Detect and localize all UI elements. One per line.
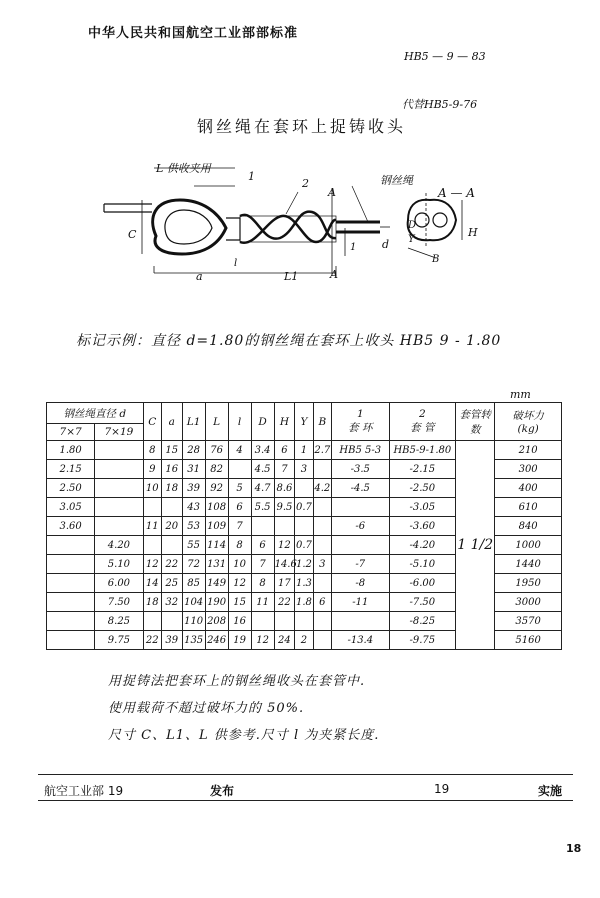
header-l: l (228, 403, 251, 441)
diagram-label-a: a (196, 270, 203, 283)
footer-issued: 发布 (210, 784, 235, 798)
cell-a: 18 (161, 479, 182, 498)
cell-l1: 55 (182, 536, 205, 555)
footer-divider-top (38, 774, 573, 775)
cell-load: 210 (495, 441, 562, 460)
cell-H: 17 (274, 574, 295, 593)
cell-B (313, 536, 331, 555)
cell-d719 (95, 517, 143, 536)
header-load: 破坏力 (kg) (495, 403, 562, 441)
diagram-label-wire-rope: 钢丝绳 (380, 174, 413, 187)
cell-L: 131 (205, 555, 228, 574)
diagram-label-d: d (382, 238, 390, 251)
header-H: H (274, 403, 295, 441)
cell-d77: 2.50 (47, 479, 95, 498)
cell-L: 246 (205, 631, 228, 650)
cell-load: 5160 (495, 631, 562, 650)
cell-l: 12 (228, 574, 251, 593)
cell-thimble: -3.5 (332, 460, 389, 479)
cell-l1: 28 (182, 441, 205, 460)
cell-tube: -5.10 (389, 555, 456, 574)
cell-tube: -3.60 (389, 517, 456, 536)
cell-a: 25 (161, 574, 182, 593)
cell-B (313, 631, 331, 650)
header-B: B (313, 403, 331, 441)
cell-B (313, 574, 331, 593)
cell-tube: -6.00 (389, 574, 456, 593)
diagram-label-d-big: D (408, 220, 417, 231)
cell-B (313, 498, 331, 517)
diagram-label-l-note: L 供收夹用 (156, 162, 211, 175)
marking-example: 标记示例：直径 d=1.80的钢丝绳在套环上收头 HB5 9 - 1.80 (76, 333, 502, 349)
cell-a: 15 (161, 441, 182, 460)
cell-d77 (47, 631, 95, 650)
table-row (47, 441, 562, 460)
standard-code: HB5 — 9 — 83 (404, 50, 486, 63)
cell-Y: 3 (295, 460, 313, 479)
cell-L: 82 (205, 460, 228, 479)
cell-Y (295, 479, 313, 498)
cell-a: 16 (161, 460, 182, 479)
spec-table (46, 402, 562, 650)
cell-H: 6 (274, 441, 295, 460)
cell-L: 108 (205, 498, 228, 517)
cell-d719 (95, 479, 143, 498)
cell-d719: 9.75 (95, 631, 143, 650)
cell-D: 4.7 (251, 479, 274, 498)
cell-a (161, 536, 182, 555)
cell-H: 7 (274, 460, 295, 479)
cell-D: 11 (251, 593, 274, 612)
cell-D (251, 517, 274, 536)
header-7x19: 7×19 (95, 424, 143, 441)
header-l1: L1 (182, 403, 205, 441)
cell-a: 32 (161, 593, 182, 612)
cell-B: 2.7 (313, 441, 331, 460)
cell-load: 840 (495, 517, 562, 536)
cell-l1: 110 (182, 612, 205, 631)
cell-l: 4 (228, 441, 251, 460)
cell-d77 (47, 555, 95, 574)
cell-l1: 53 (182, 517, 205, 536)
cell-load: 300 (495, 460, 562, 479)
cell-L: 114 (205, 536, 228, 555)
cell-Y: 2 (295, 631, 313, 650)
cell-d719: 5.10 (95, 555, 143, 574)
footer-divider-bottom (38, 800, 573, 801)
cell-c: 10 (143, 479, 161, 498)
cell-L: 92 (205, 479, 228, 498)
cell-c: 9 (143, 460, 161, 479)
cell-l1: 43 (182, 498, 205, 517)
cell-d77: 3.60 (47, 517, 95, 536)
cell-d77: 3.05 (47, 498, 95, 517)
cell-D (251, 612, 274, 631)
cell-B (313, 460, 331, 479)
cell-thimble (332, 498, 389, 517)
cell-a: 39 (161, 631, 182, 650)
cell-c (143, 536, 161, 555)
cell-Y (295, 517, 313, 536)
header-c: C (143, 403, 161, 441)
diagram-label-h: H (468, 226, 478, 239)
cell-B (313, 612, 331, 631)
cell-thimble: -6 (332, 517, 389, 536)
cell-tube: -3.05 (389, 498, 456, 517)
cell-load: 3570 (495, 612, 562, 631)
diagram-label-l: l (234, 258, 238, 269)
footer-issuer: 航空工业部 19 (44, 784, 124, 798)
header-Y: Y (295, 403, 313, 441)
cell-d719: 8.25 (95, 612, 143, 631)
diagram-label-1: 1 (350, 242, 357, 253)
cell-L: 76 (205, 441, 228, 460)
cell-l1: 39 (182, 479, 205, 498)
header-a: a (161, 403, 182, 441)
cell-tube: HB5-9-1.80 (389, 441, 456, 460)
cell-d719 (95, 460, 143, 479)
cell-Y: 0.7 (295, 536, 313, 555)
header-thimble: 1 套 环 (332, 403, 389, 441)
cell-H: 22 (274, 593, 295, 612)
cell-c: 22 (143, 631, 161, 650)
cell-tube: -4.20 (389, 536, 456, 555)
footer-effective: 实施 (538, 784, 563, 798)
cell-l: 6 (228, 498, 251, 517)
cell-d719 (95, 498, 143, 517)
cell-d719: 7.50 (95, 593, 143, 612)
cell-a (161, 498, 182, 517)
cell-L: 109 (205, 517, 228, 536)
cell-l: 16 (228, 612, 251, 631)
cell-c (143, 498, 161, 517)
cell-c: 12 (143, 555, 161, 574)
cell-d77: 2.15 (47, 460, 95, 479)
page-title: 钢丝绳在套环上捉铸收头 (197, 117, 407, 136)
cell-B: 4.2 (313, 479, 331, 498)
cell-Y: 1.2 (295, 555, 313, 574)
cell-d719: 4.20 (95, 536, 143, 555)
cell-d77 (47, 574, 95, 593)
cell-l1: 72 (182, 555, 205, 574)
cell-tube: -2.15 (389, 460, 456, 479)
cell-turns: 1 1/2 (456, 441, 495, 650)
unit-label: mm (510, 388, 531, 401)
cell-H: 8.6 (274, 479, 295, 498)
cell-B: 3 (313, 555, 331, 574)
cell-D: 4.5 (251, 460, 274, 479)
cell-load: 1000 (495, 536, 562, 555)
header-7x7: 7×7 (47, 424, 95, 441)
cell-thimble: -11 (332, 593, 389, 612)
cell-d77 (47, 612, 95, 631)
cell-D: 5.5 (251, 498, 274, 517)
cell-tube: -9.75 (389, 631, 456, 650)
cell-thimble: -4.5 (332, 479, 389, 498)
cell-l: 7 (228, 517, 251, 536)
diagram-label-section-a: A (328, 186, 336, 199)
page-number: 18 (566, 842, 582, 855)
replaces-code: 代替HB5-9-76 (402, 98, 478, 111)
cell-a: 20 (161, 517, 182, 536)
diagram-label-y: Y (408, 234, 415, 245)
cell-d719 (95, 441, 143, 460)
note-3: 尺寸 C、L1、L 供参考.尺寸 l 为夹紧长度. (108, 728, 380, 743)
cell-l: 19 (228, 631, 251, 650)
header-L: L (205, 403, 228, 441)
cell-Y (295, 612, 313, 631)
header-turns: 套管转数 (456, 403, 495, 441)
cell-L: 190 (205, 593, 228, 612)
cell-l1: 85 (182, 574, 205, 593)
cell-H (274, 612, 295, 631)
cell-l (228, 460, 251, 479)
diagram-label-b: B (432, 254, 440, 265)
cell-l1: 31 (182, 460, 205, 479)
cell-c: 14 (143, 574, 161, 593)
cell-d77 (47, 593, 95, 612)
diagram-label-section-title: A — A (438, 186, 475, 200)
cell-d77: 1.80 (47, 441, 95, 460)
cell-load: 610 (495, 498, 562, 517)
cell-l1: 135 (182, 631, 205, 650)
header-tube: 2 套 管 (389, 403, 456, 441)
cell-L: 208 (205, 612, 228, 631)
diagram-label-part1: 1 (248, 170, 255, 183)
cell-load: 400 (495, 479, 562, 498)
note-2: 使用载荷不超过破坏力的 50%. (108, 701, 305, 716)
cell-H: 9.5 (274, 498, 295, 517)
cell-a (161, 612, 182, 631)
cell-l: 15 (228, 593, 251, 612)
header-D: D (251, 403, 274, 441)
organization: 中华人民共和国航空工业部部标准 (88, 26, 299, 41)
cell-H: 14.6 (274, 555, 295, 574)
cell-H: 12 (274, 536, 295, 555)
cell-d719: 6.00 (95, 574, 143, 593)
cell-load: 1950 (495, 574, 562, 593)
cell-Y: 1.3 (295, 574, 313, 593)
cell-load: 1440 (495, 555, 562, 574)
cell-thimble: -13.4 (332, 631, 389, 650)
footer-effective-year: 19 (434, 782, 450, 796)
cell-l: 8 (228, 536, 251, 555)
cell-tube: -7.50 (389, 593, 456, 612)
note-1: 用捉铸法把套环上的钢丝绳收头在套管中. (108, 674, 366, 689)
cell-B (313, 517, 331, 536)
cell-thimble (332, 536, 389, 555)
cell-load: 3000 (495, 593, 562, 612)
cell-D: 8 (251, 574, 274, 593)
cell-thimble: HB5 5-3 (332, 441, 389, 460)
diagram-label-section-a-bottom: A (330, 268, 338, 281)
cell-Y: 1.8 (295, 593, 313, 612)
cell-Y: 1 (295, 441, 313, 460)
cell-c: 11 (143, 517, 161, 536)
cell-thimble (332, 612, 389, 631)
cell-d77 (47, 536, 95, 555)
diagram-label-l1: L1 (284, 270, 299, 283)
cell-c: 8 (143, 441, 161, 460)
cell-D: 3.4 (251, 441, 274, 460)
cell-D: 7 (251, 555, 274, 574)
cell-l1: 104 (182, 593, 205, 612)
cell-H: 24 (274, 631, 295, 650)
cell-a: 22 (161, 555, 182, 574)
cell-D: 12 (251, 631, 274, 650)
cell-B: 6 (313, 593, 331, 612)
cell-thimble: -8 (332, 574, 389, 593)
cell-Y: 0.7 (295, 498, 313, 517)
cell-c: 18 (143, 593, 161, 612)
cell-D: 6 (251, 536, 274, 555)
cell-H (274, 517, 295, 536)
cell-c (143, 612, 161, 631)
cell-l: 5 (228, 479, 251, 498)
diagram-label-part2: 2 (302, 177, 309, 190)
header-rope-diameter: 钢丝绳直径 d (47, 403, 144, 424)
cell-tube: -8.25 (389, 612, 456, 631)
cell-tube: -2.50 (389, 479, 456, 498)
cell-l: 10 (228, 555, 251, 574)
cell-thimble: -7 (332, 555, 389, 574)
diagram-label-c: C (128, 228, 137, 241)
cell-L: 149 (205, 574, 228, 593)
